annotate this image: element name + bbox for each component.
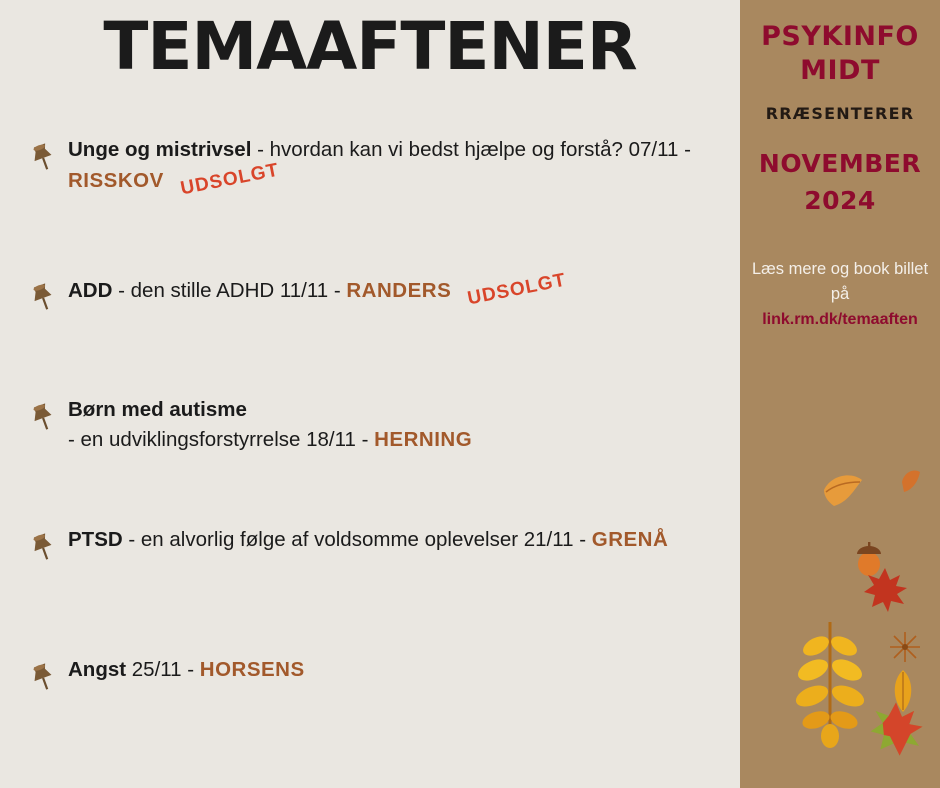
event-title: PTSD bbox=[68, 528, 123, 551]
event-text bbox=[68, 655, 720, 685]
brand-line-2: MIDT bbox=[800, 55, 880, 86]
pushpin-icon bbox=[26, 141, 60, 175]
leaf-icon bbox=[818, 468, 866, 512]
pushpin-icon bbox=[26, 401, 60, 435]
brand-line-1: PSYKINFO bbox=[761, 21, 919, 52]
event-title: Unge og mistrivsel bbox=[68, 138, 252, 161]
event-place: HERNING bbox=[374, 428, 473, 451]
event-place: RANDERS bbox=[346, 279, 452, 302]
month-name: NOVEMBER bbox=[758, 149, 922, 178]
event-list bbox=[0, 135, 740, 735]
pushpin-icon bbox=[26, 531, 60, 565]
list-item[interactable] bbox=[0, 135, 740, 275]
event-text bbox=[68, 269, 720, 310]
poster-sidebar bbox=[740, 0, 940, 788]
event-detail: - den stille ADHD 11/11 - bbox=[112, 279, 347, 302]
event-place: RISSKOV bbox=[68, 169, 164, 192]
event-title: ADD bbox=[68, 279, 113, 302]
event-place: GRENÅ bbox=[591, 528, 669, 551]
list-item[interactable] bbox=[0, 395, 740, 525]
event-detail: - hvordan kan vi bedst hjælpe og forstå? 07/11 - bbox=[251, 138, 691, 161]
event-text bbox=[68, 395, 720, 455]
event-title: Angst bbox=[68, 658, 127, 681]
booking-info bbox=[740, 257, 940, 332]
leaf-icon bbox=[888, 668, 918, 714]
maple-leaf-icon bbox=[862, 566, 908, 614]
list-item[interactable] bbox=[0, 269, 740, 395]
list-item[interactable] bbox=[0, 525, 740, 655]
status-badge: UDSOLGT bbox=[466, 269, 569, 310]
list-item[interactable] bbox=[0, 655, 740, 735]
month-year: 2024 bbox=[804, 186, 876, 215]
seed-pod-icon bbox=[888, 630, 922, 664]
booking-link[interactable]: link.rm.dk/temaaften bbox=[762, 311, 918, 328]
presents-label: RRÆSENTERER bbox=[765, 104, 915, 123]
event-detail: 25/11 - bbox=[126, 658, 200, 681]
brand-name bbox=[740, 20, 940, 88]
event-detail: - en alvorlig følge af voldsomme oplevelser 21/11 - bbox=[122, 528, 592, 551]
event-text bbox=[68, 525, 720, 555]
month-heading bbox=[740, 145, 940, 219]
page-title: TEMAAFTENER bbox=[103, 8, 637, 85]
pushpin-icon bbox=[26, 281, 60, 315]
leaf-icon bbox=[898, 466, 924, 496]
booking-text: Læs mere og book billet på bbox=[751, 260, 929, 303]
pushpin-icon bbox=[26, 661, 60, 695]
rowan-leaf-icon bbox=[782, 612, 878, 748]
event-place: HORSENS bbox=[199, 658, 305, 681]
event-detail: - en udviklingsforstyrrelse 18/11 - bbox=[68, 428, 375, 451]
event-title: Børn med autisme bbox=[68, 398, 247, 421]
event-text bbox=[68, 135, 720, 200]
status-badge: UDSOLGT bbox=[178, 159, 281, 200]
